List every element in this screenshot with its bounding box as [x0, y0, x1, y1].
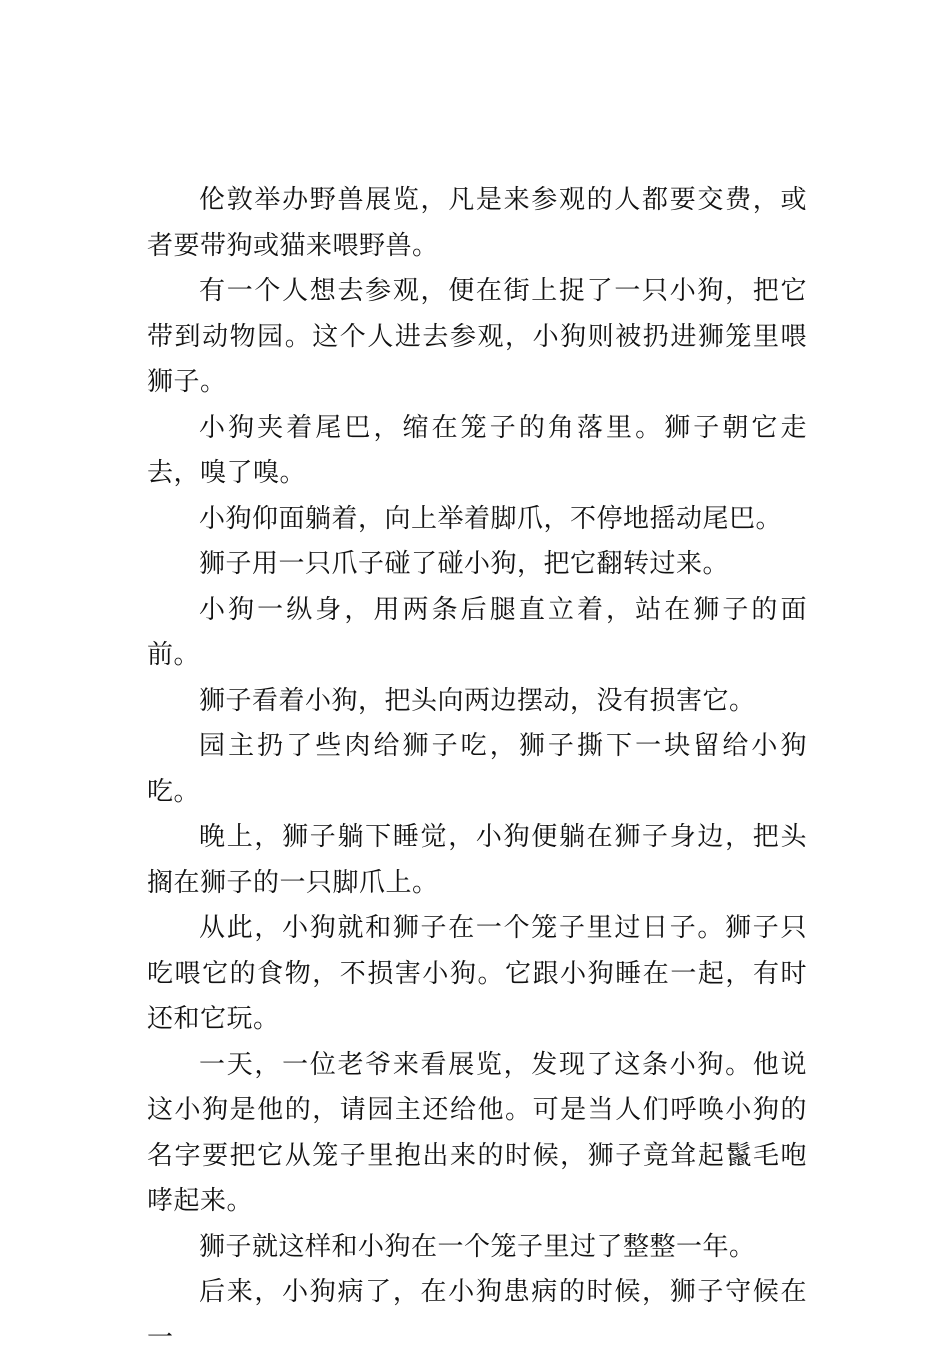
paragraph: 狮子就这样和小狗在一个笼子里过了整整一年。 [199, 1231, 756, 1262]
paragraph: 小狗一纵身，用两条后腿直立着，站在狮子的面前。 [147, 594, 807, 670]
paragraph: 后来，小狗病了，在小狗患病的时候，狮子守候在一 [147, 1277, 807, 1353]
paragraph: 狮子用一只爪子碰了碰小狗，把它翻转过来。 [199, 549, 730, 579]
paragraph: 一天，一位老爷来看展览，发现了这条小狗。他说这小狗是他的，请园主还给他。可是当人们呼唤小狗的名字要把它从笼子里抱出来的时候，狮子竟耸起鬣毛咆哮起来。 [147, 1049, 807, 1216]
paragraph: 有一个人想去参观，便在街上捉了一只小狗，把它带到动物园。这个人进去参观，小狗则被扔进狮笼里喂狮子。 [147, 276, 807, 397]
paragraph: 从此，小狗就和狮子在一个笼子里过日子。狮子只吃喂它的食物，不损害小狗。它跟小狗睡在一起，有时还和它玩。 [147, 913, 807, 1034]
paragraph: 晚上，狮子躺下睡觉，小狗便躺在狮子身边，把头搁在狮子的一只脚爪上。 [147, 822, 807, 898]
paragraph: 狮子看着小狗，把头向两边摆动，没有损害它。 [199, 685, 756, 716]
paragraph: 小狗仰面躺着，向上举着脚爪，不停地摇动尾巴。 [199, 503, 783, 534]
document-body [147, 178, 807, 1361]
paragraph: 园主扔了些肉给狮子吃，狮子撕下一块留给小狗吃。 [147, 731, 807, 807]
paragraph: 伦敦举办野兽展览，凡是来参观的人都要交费，或者要带狗或猫来喂野兽。 [147, 185, 807, 261]
paragraph: 小狗夹着尾巴，缩在笼子的角落里。狮子朝它走去，嗅了嗅。 [147, 412, 807, 488]
